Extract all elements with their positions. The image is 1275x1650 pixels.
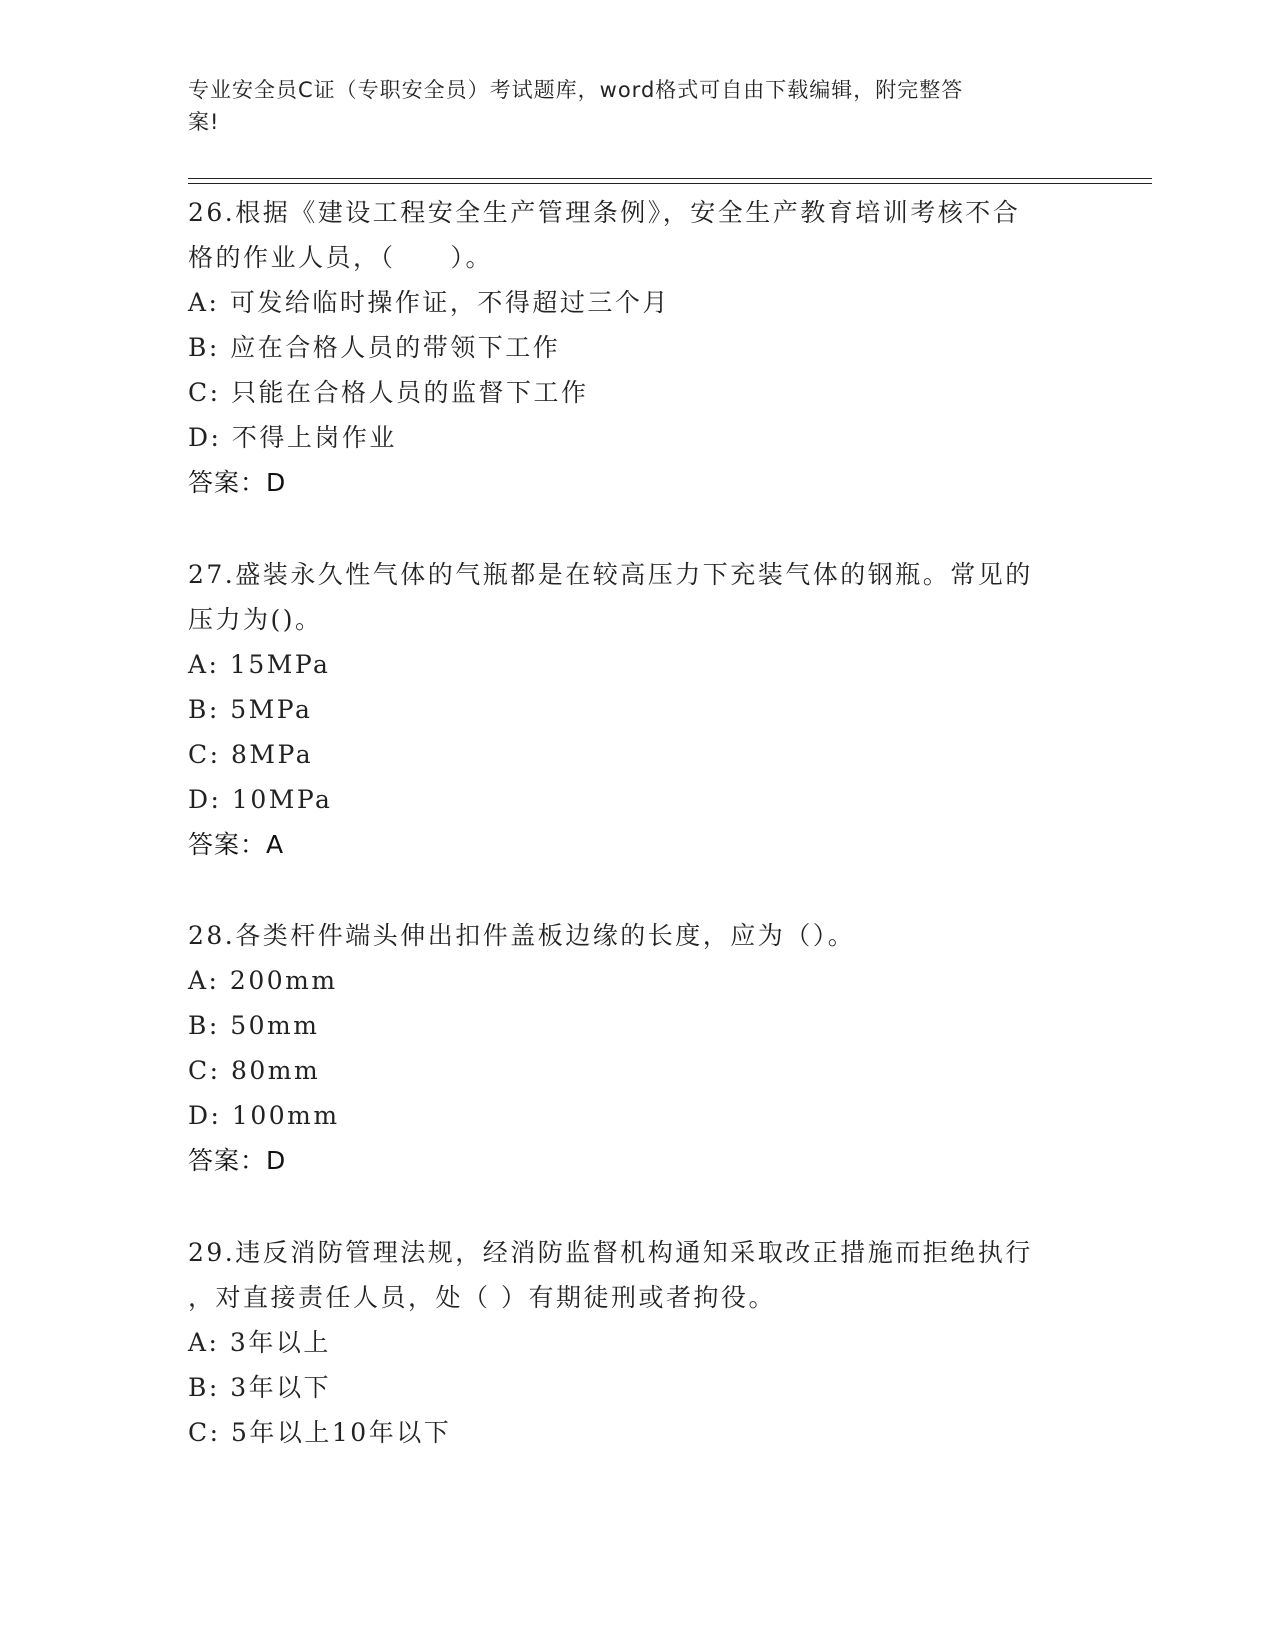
question-stem: 29.违反消防管理法规，经消防监督机构通知采取改正措施而拒绝执行 xyxy=(188,1238,1033,1267)
option-a: A: 3年以上 xyxy=(188,1328,331,1357)
answer: 答案：D xyxy=(188,468,287,497)
question-stem: 27.盛装永久性气体的气瓶都是在较高压力下充装气体的钢瓶。常见的 xyxy=(188,560,1033,589)
option-b: B: 应在合格人员的带领下工作 xyxy=(188,333,561,362)
option-c: C: 80mm xyxy=(188,1056,321,1085)
option-a: A: 可发给临时操作证，不得超过三个月 xyxy=(188,288,670,317)
question-stem-continued: 压力为()。 xyxy=(188,605,323,634)
option-a: A: 200mm xyxy=(188,966,338,995)
option-b: B: 5MPa xyxy=(188,695,313,724)
option-c: C: 5年以上10年以下 xyxy=(188,1418,452,1447)
question-stem-continued: ，对直接责任人员，处（ ）有期徒刑或者拘役。 xyxy=(188,1283,776,1312)
header-line-2: 案! xyxy=(188,110,220,134)
question-stem-continued: 格的作业人员，（ ）。 xyxy=(188,243,494,272)
option-b: B: 50mm xyxy=(188,1011,320,1040)
answer: 答案：D xyxy=(188,1146,287,1175)
document-header xyxy=(188,74,1068,138)
question-26 xyxy=(188,190,1088,505)
header-line-1: 专业安全员C证（专职安全员）考试题库，word格式可自由下载编辑，附完整答 xyxy=(188,78,964,102)
option-c: C: 8MPa xyxy=(188,740,314,769)
option-b: B: 3年以下 xyxy=(188,1373,332,1402)
option-d: D: 100mm xyxy=(188,1101,340,1130)
header-rule-bottom xyxy=(188,183,1152,184)
question-28 xyxy=(188,913,1088,1183)
question-stem: 26.根据《建设工程安全生产管理条例》，安全生产教育培训考核不合 xyxy=(188,198,1021,227)
option-d: D: 不得上岗作业 xyxy=(188,423,397,452)
answer: 答案：A xyxy=(188,830,285,859)
question-29 xyxy=(188,1230,1088,1455)
header-rule-top xyxy=(188,178,1152,179)
option-d: D: 10MPa xyxy=(188,785,333,814)
question-stem: 28.各类杆件端头伸出扣件盖板边缘的长度，应为（）。 xyxy=(188,921,856,950)
question-27 xyxy=(188,552,1088,867)
option-c: C: 只能在合格人员的监督下工作 xyxy=(188,378,589,407)
option-a: A: 15MPa xyxy=(188,650,331,679)
